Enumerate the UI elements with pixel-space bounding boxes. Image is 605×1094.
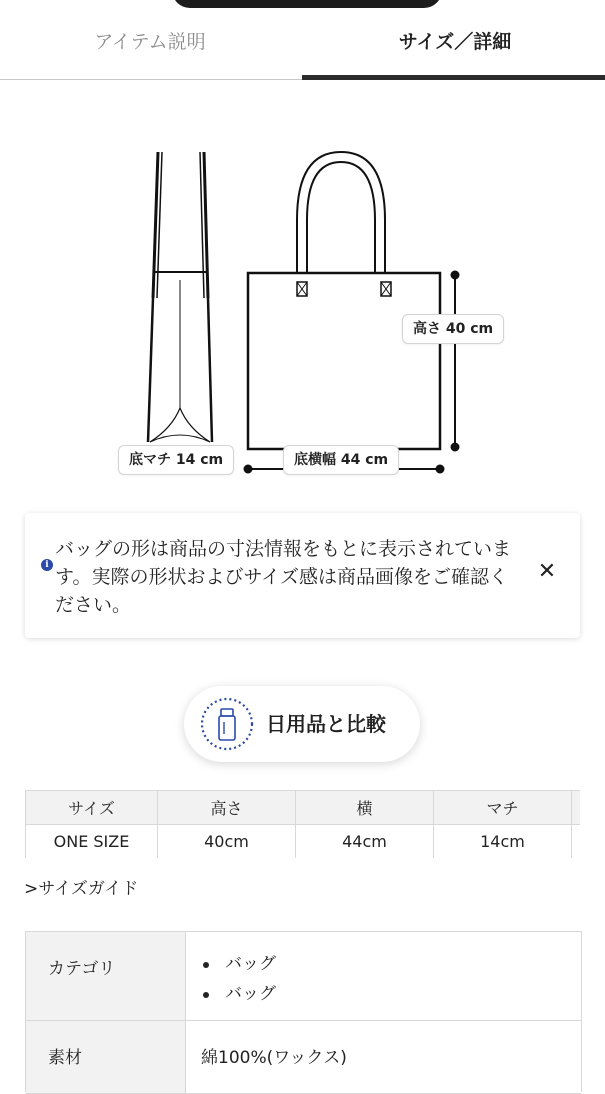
shape-notice-card bbox=[25, 513, 580, 638]
daily-item-bottle-icon bbox=[200, 697, 254, 751]
size-header-height: 高さ bbox=[158, 791, 296, 825]
material-label: 素材 bbox=[48, 1048, 82, 1068]
close-icon[interactable]: ✕ bbox=[537, 559, 557, 584]
table-row bbox=[26, 825, 581, 859]
bag-front-view bbox=[248, 152, 440, 449]
side-dimension-label: 底マチ 14 cm bbox=[118, 445, 234, 475]
width-dimension-label: 底横幅 44 cm bbox=[283, 445, 399, 475]
bag-size-diagram bbox=[0, 80, 605, 500]
size-guide-link[interactable]: >サイズガイド bbox=[24, 879, 139, 899]
compare-daily-items-button[interactable] bbox=[184, 686, 420, 762]
size-table-header-row bbox=[26, 791, 581, 825]
size-cell-size: ONE SIZE bbox=[26, 825, 158, 859]
height-dimension-label: 高さ 40 cm bbox=[402, 314, 504, 344]
detail-head-material bbox=[26, 1021, 186, 1093]
info-icon: i bbox=[41, 559, 53, 571]
detail-table bbox=[25, 931, 582, 1092]
category-value-item[interactable]: バッグ bbox=[201, 949, 276, 979]
height-dimension-line bbox=[451, 271, 459, 451]
tab-bar bbox=[0, 0, 605, 80]
detail-row-material bbox=[26, 1021, 581, 1094]
size-cell-height: 40cm bbox=[158, 825, 296, 859]
size-table bbox=[25, 790, 580, 858]
size-header-size: サイズ bbox=[26, 791, 158, 825]
detail-head-category bbox=[26, 932, 186, 1020]
size-header-gusset: マチ bbox=[434, 791, 572, 825]
detail-row-category bbox=[26, 932, 581, 1021]
category-values bbox=[201, 949, 276, 1009]
bag-illustration bbox=[0, 80, 605, 500]
size-cell-width: 44cm bbox=[296, 825, 434, 859]
size-cell-overflow bbox=[572, 825, 581, 859]
notice-text: バッグの形は商品の寸法情報をもとに表示されています。実際の形状およびサイズ感は商品画像をご確認ください。 bbox=[55, 538, 512, 616]
size-cell-gusset: 14cm bbox=[434, 825, 572, 859]
material-value: 綿100%(ワックス) bbox=[201, 1048, 347, 1068]
compare-button-label: 日用品と比較 bbox=[266, 712, 386, 736]
tab-item-description[interactable]: アイテム説明 bbox=[94, 31, 206, 53]
size-header-width: 横 bbox=[296, 791, 434, 825]
category-value-item[interactable]: バッグ bbox=[201, 979, 276, 1009]
tab-size-details[interactable]: サイズ／詳細 bbox=[398, 31, 512, 53]
bag-side-view bbox=[148, 152, 212, 442]
category-label: カテゴリ bbox=[48, 959, 116, 979]
size-header-overflow bbox=[572, 791, 581, 825]
